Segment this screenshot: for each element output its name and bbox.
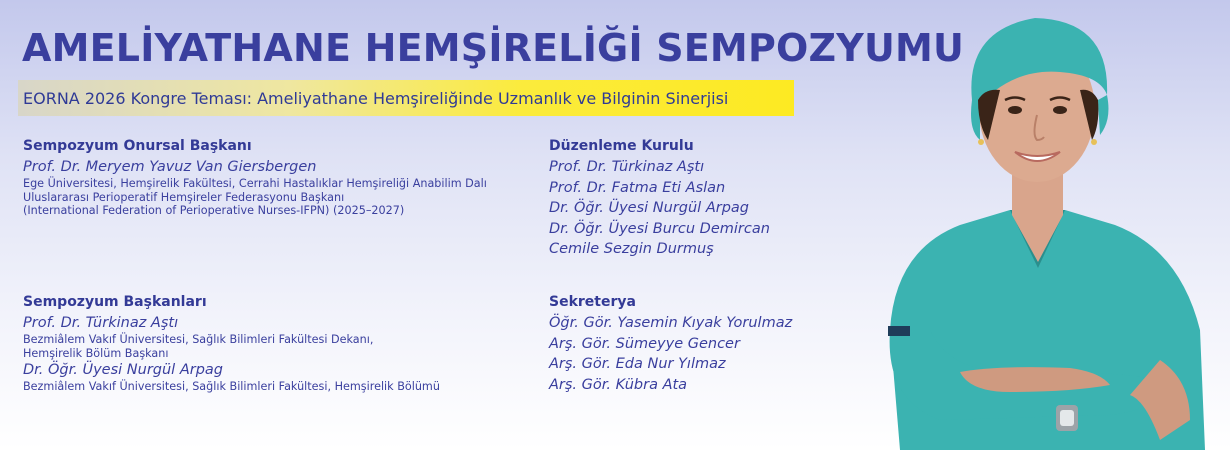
honorary-chair-section — [23, 138, 487, 218]
secretariat-member: Arş. Gör. Eda Nur Yılmaz — [549, 356, 726, 372]
chair-detail: Bezmiâlem Vakıf Üniversitesi, Sağlık Bilimleri Fakültesi Dekanı, — [23, 333, 374, 346]
chairs-section — [23, 294, 440, 394]
secretariat-heading: Sekreterya — [549, 294, 636, 310]
honorary-chair-detail: Uluslararası Perioperatif Hemşireler Federasyonu Başkanı — [23, 190, 345, 204]
chair-detail: Hemşirelik Bölüm Başkanı — [23, 346, 169, 360]
committee-member: Dr. Öğr. Üyesi Burcu Demircan — [549, 220, 770, 237]
committee-member: Cemile Sezgin Durmuş — [549, 241, 714, 257]
secretariat-section — [549, 294, 792, 395]
nurse-photo — [860, 0, 1230, 450]
committee-member: Prof. Dr. Türkinaz Aştı — [549, 159, 705, 175]
congress-theme: EORNA 2026 Kongre Teması: Ameliyathane Hemşireliğinde Uzmanlık ve Bilginin Sinerjisi — [23, 89, 729, 108]
honorary-chair-heading: Sempozyum Onursal Başkanı — [23, 138, 252, 154]
chair-name: Dr. Öğr. Üyesi Nurgül Arpag — [23, 362, 223, 378]
chair-name: Prof. Dr. Türkinaz Aştı — [23, 315, 179, 331]
organizing-committee-section — [549, 138, 770, 260]
secretariat-member: Arş. Gör. Sümeyye Gencer — [549, 335, 740, 352]
page-title: AMELİYATHANE HEMŞİRELİĞİ SEMPOZYUMU — [22, 26, 965, 70]
organizing-committee-heading: Düzenleme Kurulu — [549, 138, 694, 154]
chair-detail: Bezmiâlem Vakıf Üniversitesi, Sağlık Bilimleri Fakültesi, Hemşirelik Bölümü — [23, 380, 440, 393]
chairs-heading: Sempozyum Başkanları — [23, 294, 207, 310]
secretariat-member: Öğr. Gör. Yasemin Kıyak Yorulmaz — [549, 315, 793, 331]
committee-member: Prof. Dr. Fatma Eti Aslan — [549, 179, 726, 196]
honorary-chair-detail: (International Federation of Perioperative Nurses-IFPN) (2025–2027) — [23, 204, 405, 217]
secretariat-member: Arş. Gör. Kübra Ata — [549, 376, 688, 393]
honorary-chair-name: Prof. Dr. Meryem Yavuz Van Giersbergen — [23, 159, 317, 175]
committee-member: Dr. Öğr. Üyesi Nurgül Arpag — [549, 200, 749, 216]
honorary-chair-detail: Ege Üniversitesi, Hemşirelik Fakültesi, Cerrahi Hastalıklar Hemşireliği Anabilim Dalı — [23, 177, 487, 190]
